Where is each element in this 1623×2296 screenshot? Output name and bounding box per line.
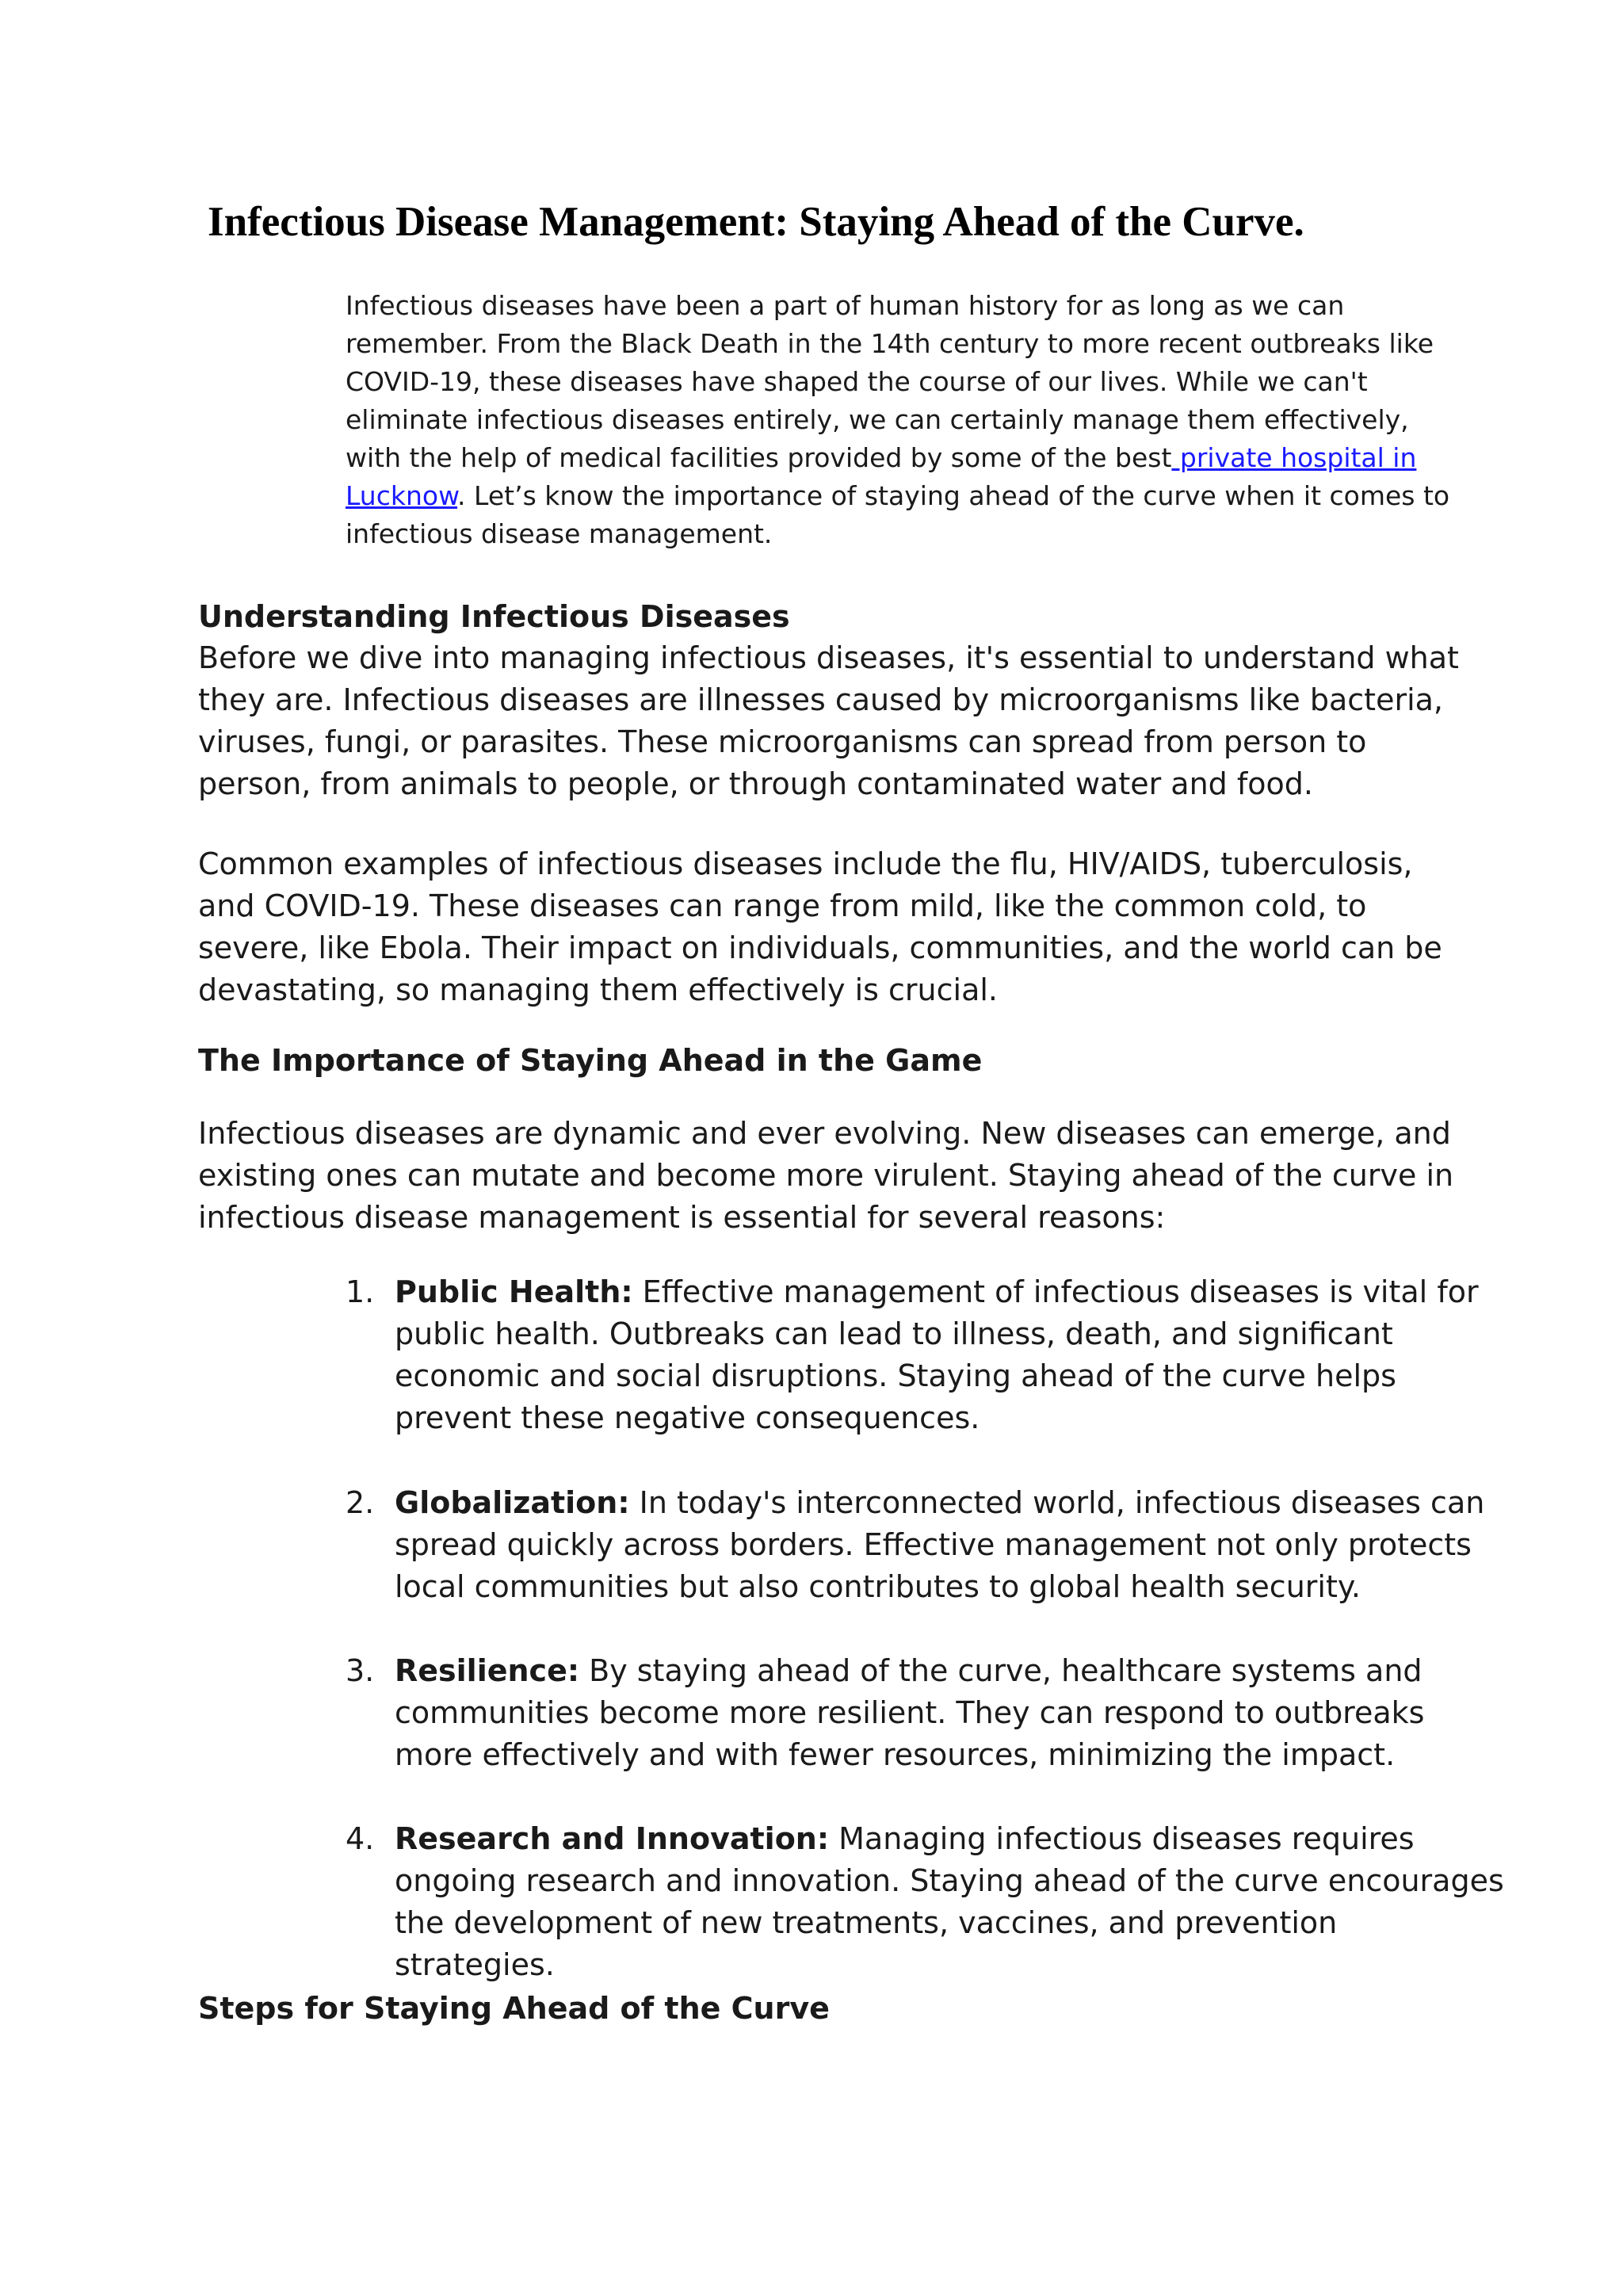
list-item-globalization bbox=[346, 1482, 1504, 1608]
intro-text-after-link: . Let’s know the importance of staying ahead of the curve when it comes to infectious disease management. bbox=[346, 480, 1450, 549]
list-item-number: 1. bbox=[346, 1274, 375, 1309]
list-item-label: Public Health: bbox=[395, 1274, 633, 1309]
importance-paragraph: Infectious diseases are dynamic and ever evolving. New diseases can emerge, and existing ones can mutate and become more virulent. Staying ahead of the curve in infectious disease management is essential for several reasons: bbox=[198, 1116, 1454, 1235]
list-item-resilience bbox=[346, 1650, 1504, 1776]
private-hospital-link[interactable]: private hospital in Lucknow bbox=[346, 442, 1417, 511]
list-item-label: Globalization: bbox=[395, 1485, 630, 1520]
list-item-text: Effective management of infectious diseases is vital for public health. Outbreaks can lead to illness, death, and significant economic and social disruptions. Staying ahead of the curve helps prevent these negative consequences. bbox=[395, 1274, 1479, 1435]
understanding-paragraph-2: Common examples of infectious diseases include the flu, HIV/AIDS, tuberculosis, and COVID-19. These diseases can range from mild, like the common cold, to severe, like Ebola. Their impact on individuals, communities, and the world can be devastating, so managing them effectively is crucial. bbox=[198, 846, 1442, 1007]
list-item-label: Resilience: bbox=[395, 1653, 580, 1688]
list-item-number: 3. bbox=[346, 1653, 375, 1688]
intro-text-before-link: Infectious diseases have been a part of human history for as long as we can remember. From the Black Death in the 14th century to more recent outbreaks like COVID-19, these diseases have shaped the course of our lives. While we can't eliminate infectious diseases entirely, we can certainly manage them effectively, with the help of medical facilities provided by some of the best bbox=[346, 290, 1434, 473]
list-item-number: 4. bbox=[346, 1821, 375, 1856]
document-title: Infectious Disease Management: Staying Ahead of the Curve. bbox=[208, 199, 1304, 245]
list-item-text: Managing infectious diseases requires ongoing research and innovation. Staying ahead of the curve encourages the development of new treatments, vaccines, and prevention strategies. bbox=[395, 1821, 1504, 1982]
list-item-label: Research and Innovation: bbox=[395, 1821, 830, 1856]
list-item-research-innovation bbox=[346, 1818, 1504, 1986]
list-item-public-health bbox=[346, 1271, 1504, 1439]
list-item-text: By staying ahead of the curve, healthcare systems and communities become more resilient. They can respond to outbreaks more effectively and with fewer resources, minimizing the impact. bbox=[395, 1653, 1425, 1772]
section-heading-importance: The Importance of Staying Ahead in the Game bbox=[198, 1043, 983, 1078]
section-heading-steps: Steps for Staying Ahead of the Curve bbox=[198, 1991, 830, 2026]
list-item-number: 2. bbox=[346, 1485, 375, 1520]
intro-paragraph bbox=[346, 287, 1455, 553]
understanding-paragraph-1: Before we dive into managing infectious diseases, it's essential to understand what they are. Infectious diseases are illnesses caused by microorganisms like bacteria, viruses, fungi, or parasites. These microorganisms can spread from person to person, from animals to people, or through contaminated water and food. bbox=[198, 640, 1459, 801]
section-heading-understanding: Understanding Infectious Diseases bbox=[198, 599, 790, 634]
list-item-text: In today's interconnected world, infectious diseases can spread quickly across borders. Effective management not only protects local communities but also contributes to global health security. bbox=[395, 1485, 1485, 1604]
